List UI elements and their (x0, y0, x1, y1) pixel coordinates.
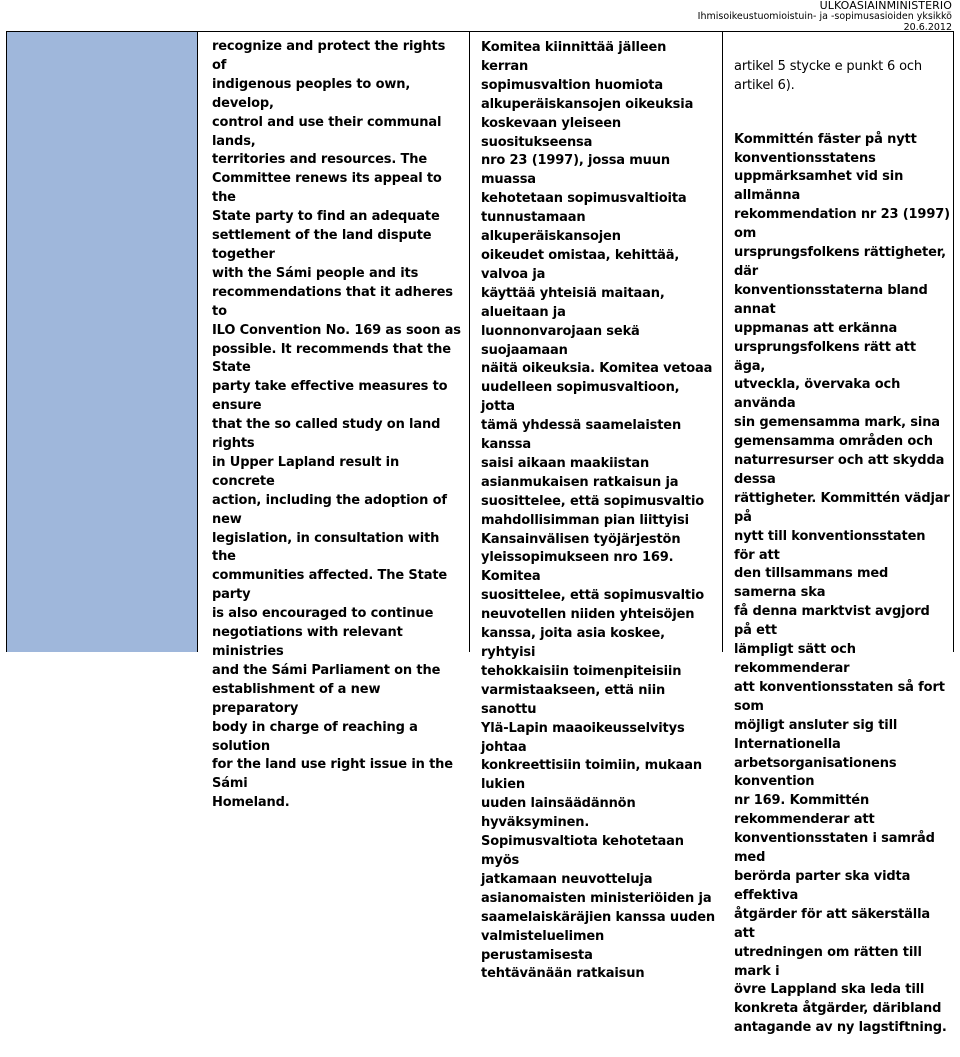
comparison-table (6, 31, 954, 1036)
header-organization: ULKOASIAINMINISTERIÖ (819, 0, 952, 12)
table-column-english (198, 32, 470, 811)
table-column-swedish (723, 32, 954, 1036)
swedish-text: Kommittén fäster på nytt konventionsstatens uppmärksamhet vid sin allmänna rekommendation nr 23 (1997) om ursprungsfolkens rättigheter, där konventionsstaterna bland annat uppmanas att erkänna ursprungsfolkens rätt att äga, utveckla, övervaka och använda sin gemensamma mark, sina gemensamma områden och naturresurser och att skydda dessa rättigheter. Kommittén vädjar på nytt till konventionsstaten för att den tillsammans med samerna ska få denna marktvist avgjord på ett lämpligt sätt och rekommenderar att konventionsstaten så fort som möjligt ansluter sig till Internationella arbetsorganisationens konvention nr 169. Kommittén rekommenderar att konventionsstaten i samråd med berörda parter ska vidta effektiva åtgärder för att säkerställa att utredningen om rätten till mark i övre Lappland ska leda till konkreta åtgärder, däribland antagande av ny lagstiftning. (734, 131, 950, 1036)
table-column-blank (7, 32, 198, 652)
swedish-lead-text: artikel 5 stycke e punkt 6 och artikel 6). (734, 58, 922, 93)
table-column-finnish (470, 32, 723, 982)
swedish-cell (723, 32, 954, 1057)
finnish-text: Komitea kiinnittää jälleen kerran sopimusvaltion huomiota alkuperäiskansojen oikeuksia koskevaan yleiseen suositukseensa nro 23 (1997), jossa muun muassa kehotetaan sopimusvaltioita tunnustamaan alkuperäiskansojen oikeudet omistaa, kehittää, valvoa ja käyttää yhteisiä maitaan, alueitaan ja luonnonvarojaan sekä suojaamaan näitä oikeuksia. Komitea vetoaa uudelleen sopimusvaltioon, jotta tämä yhdessä saamelaisten kanssa saisi aikaan maakiistan asianmukaisen ratkaisun ja suosittelee, että sopimusvaltio mahdollisimman pian liittyisi Kansainvälisen työjärjestön yleissopimukseen nro 169. Komitea suosittelee, että sopimusvaltio neuvotellen niiden yhteisöjen kanssa, joita asia koskee, ryhtyisi tehokkaisiin toimenpiteisiin varmistaakseen, että niin sanottu Ylä-Lapin maaoikeusselvitys johtaa konkreettisiin toimiin, mukaan lukien uuden lainsäädännön hyväksyminen. Sopimusvaltiota kehotetaan myös jatkamaan neuvotteluja asianomaisten ministeriöiden ja saamelaiskäräjien kanssa uuden valmisteluelimen perustamisesta tehtävänään ratkaisun (481, 40, 716, 982)
header-unit: Ihmisoikeustuomioistuin- ja -sopimusasioiden yksikkö (697, 11, 952, 23)
document-header (698, 0, 952, 33)
header-date: 20.6.2012 (903, 21, 952, 33)
english-text: recognize and protect the rights of indigenous peoples to own, develop, control and use their communal lands, territories and resources. The Committee renews its appeal to the State party to find an adequate settlement of the land dispute together with the Sámi people and its recommendations that it adheres to ILO Convention No. 169 as soon as possible. It recommends that the State party take effective measures to ensure that the so called study on land rights in Upper Lapland result in concrete action, including the adoption of new legislation, in consultation with the communities affected. The State party is also encouraged to continue negotiations with relevant ministries and the Sámi Parliament on the establishment of a new preparatory body in charge of reaching a solution for the land use right issue in the Sámi Homeland. (212, 39, 461, 811)
